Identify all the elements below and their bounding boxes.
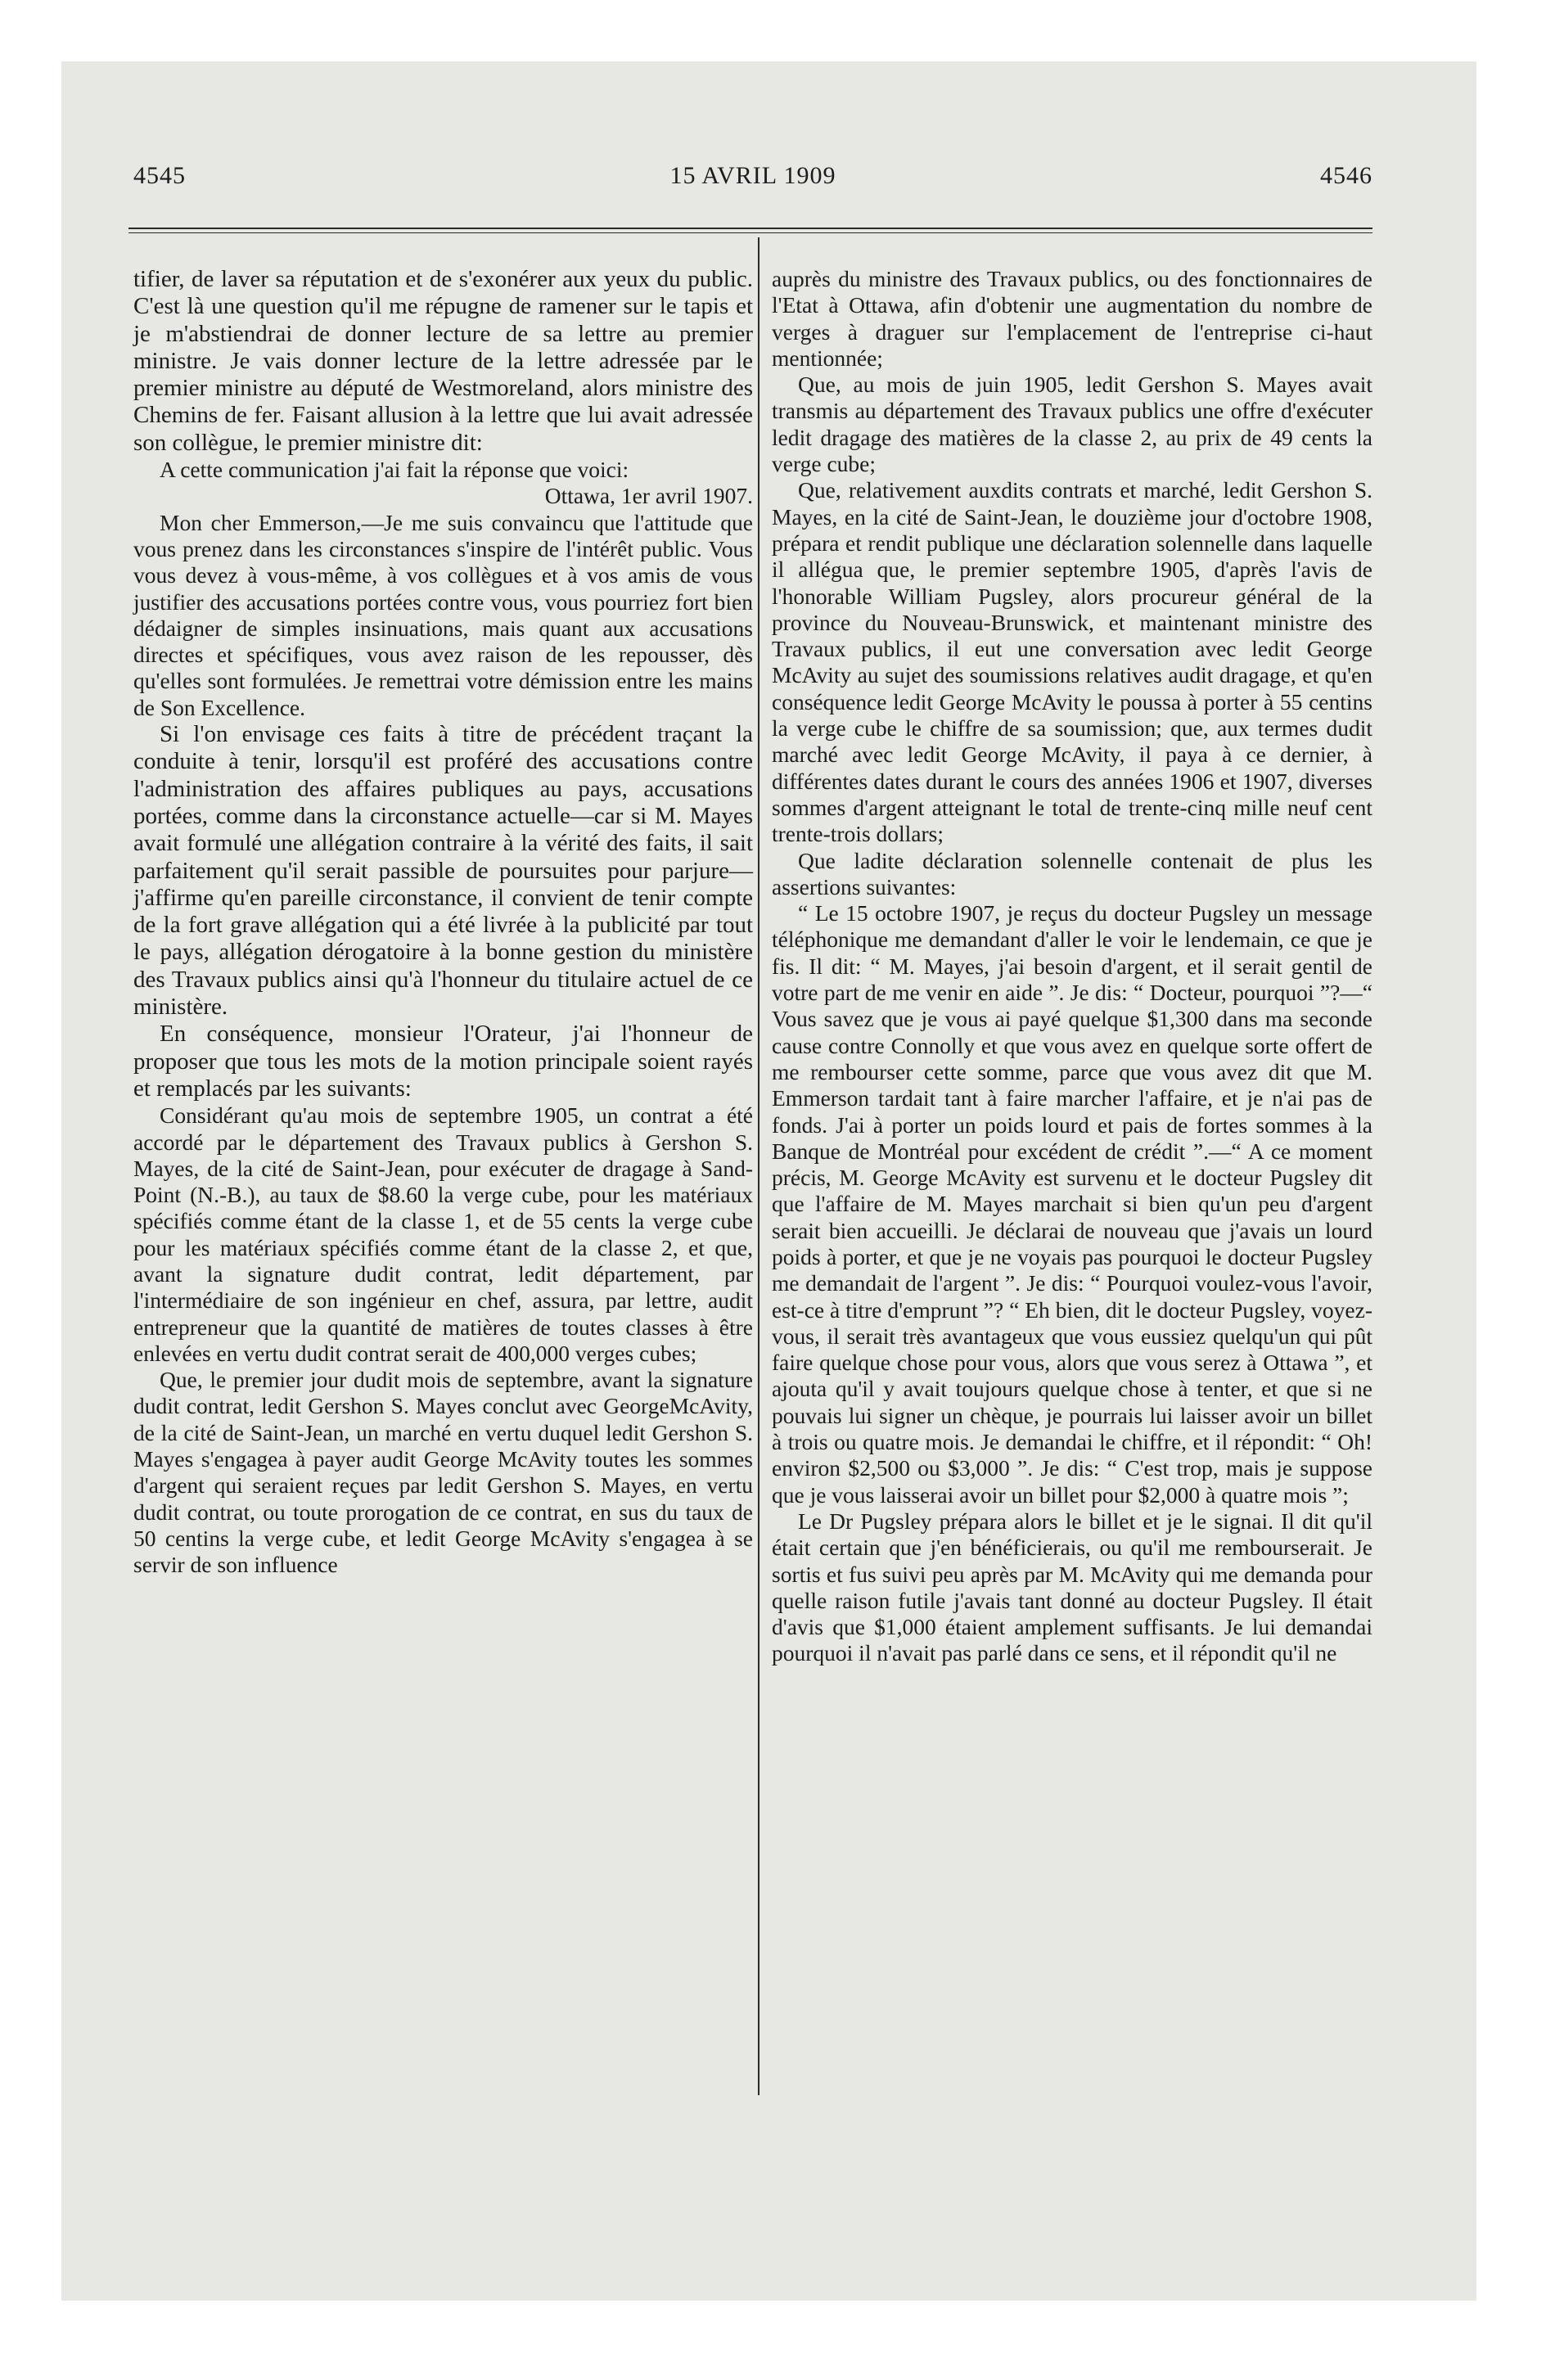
paragraph: En conséquence, monsieur l'Orateur, j'ai l'honneur de proposer que tous les mots de la motion principale soient rayés et remplacés par les suivants: (133, 1021, 753, 1102)
right-page-number: 4546 (1320, 162, 1372, 189)
page-header (133, 162, 1372, 195)
paragraph: “ Le 15 octobre 1907, je reçus du docteur Pugsley un message téléphonique me demandant d'aller le voir le lendemain, ce que je fis. Il dit: “ M. Mayes, j'ai besoin d'argent, et il serait gentil de votre part de me venir en aide ”. Je dis: “ Docteur, pourquoi ”?—“ Vous savez que je vous ai payé quelque $1,300 dans ma seconde cause contre Connolly et que vous avez en quelque sorte offert de me rembourser cette somme, parce que vous avez dit que M. Emmerson tardait tant à faire marcher l'affaire, et je n'ai pas de fonds. J'ai à porter un poids lourd et pais de fortes sommes à la Banque de Montréal pour excédent de crédit ”.—“ A ce moment précis, M. George McAvity est survenu et le docteur Pugsley dit que l'affaire de M. Mayes marchait si bien qu'un peu d'argent serait bien accueilli. Je déclarai de nouveau que j'avais un lourd poids à porter, et que je ne voyais pas pourquoi le docteur Pugsley me demandait de l'argent ”. Je dis: “ Pourquoi voulez-vous l'avoir, est-ce à titre d'emprunt ”? “ Eh bien, dit le docteur Pugsley, voyez-vous, il serait très avantageux que vous eussiez quelqu'un qui pût faire quelque chose pour vous, alors que vous serez à Ottawa ”, et ajouta qu'il y avait toujours quelque chose à tenter, et que si ne pouvais lui signer un chèque, je pourrais lui laisser avoir un billet à trois ou quatre mois. Je demandai le chiffre, et il répondit: “ Oh! environ $2,500 ou $3,000 ”. Je dis: “ C'est trop, mais je suppose que je vous laisserai avoir un billet pour $2,000 à quatre mois ”; (772, 900, 1372, 1508)
header-rule-thin (128, 232, 1372, 233)
paragraph: Le Dr Pugsley prépara alors le billet et je le signai. Il dit qu'il était certain que j'en bénéficierais, ou qu'il me rembourserait. Je sortis et fus suivi peu après par M. McAvity qui me demanda pour quelle raison futile j'avais tant donné au docteur Pugsley. Il était d'avis que $1,000 étaient amplement suffisants. Je lui demandai pourquoi il n'avait pas parlé dans ce sens, et il répondit qu'il ne (772, 1508, 1372, 1666)
left-column (133, 266, 753, 1579)
header-rule (128, 228, 1372, 229)
paragraph: Que, au mois de juin 1905, ledit Gershon S. Mayes avait transmis au département des Travaux publics une offre d'exécuter ledit dragage des matières de la classe 2, au prix de 49 cents la verge cube; (772, 372, 1372, 477)
left-page-number: 4545 (133, 162, 186, 189)
column-divider (758, 237, 759, 2095)
paragraph: Mon cher Emmerson,—Je me suis convaincu que l'attitude que vous prenez dans les circonstances s'inspire de l'intérêt public. Vous vous devez à vous-même, à vos collègues et à vos amis de vous justifier des accusations portées contre vous, vous pourriez fort bien dédaigner de simples insinuations, mais quant aux accusations directes et spécifiques, vous avez raison de les repousser, dès qu'elles sont formulées. Je remettrai votre démission entre les mains de Son Excellence. (133, 509, 753, 720)
right-column (772, 266, 1372, 1667)
paragraph: Que ladite déclaration solennelle contenait de plus les assertions suivantes: (772, 847, 1372, 899)
paragraph: Que, relativement auxdits contrats et marché, ledit Gershon S. Mayes, en la cité de Saint-Jean, le douzième jour d'octobre 1908, prépara et rendit publique une déclaration solennelle dans laquelle il allégua que, le premier septembre 1905, d'après l'avis de l'honorable William Pugsley, alors procureur général de la province du Nouveau-Brunswick, et maintenant ministre des Travaux publics, il eut une conversation avec ledit George McAvity au sujet des soumissions relatives audit dragage, et qu'en conséquence ledit George McAvity le poussa à porter à 55 centins la verge cube le chiffre de sa soumission; que, aux termes dudit marché avec ledit George McAvity, il paya à ce dernier, à différentes dates durant le cours des années 1906 et 1907, diverses sommes d'argent atteignant le total de trente-cinq mille neuf cent trente-trois dollars; (772, 477, 1372, 847)
paragraph: A cette communication j'ai fait la réponse que voici: (160, 457, 629, 483)
header-date: 15 AVRIL 1909 (669, 162, 836, 189)
paragraph: tifier, de laver sa réputation et de s'exonérer aux yeux du public. C'est là une question qu'il me répugne de ramener sur le tapis et je m'abstiendrai de donner lecture de sa lettre au premier ministre. Je vais donner lecture de la lettre adressée par le premier ministre au député de Westmoreland, alors ministre des Chemins de fer. Faisant allusion à la lettre que lui avait adressée son collègue, le premier ministre dit: (133, 266, 753, 456)
paragraph: auprès du ministre des Travaux publics, ou des fonctionnaires de l'Etat à Ottawa, afin d'obtenir une augmentation du nombre de verges à draguer sur l'emplacement de l'entreprise ci-haut mentionnée; (772, 266, 1372, 371)
paragraph: Considérant qu'au mois de septembre 1905, un contrat a été accordé par le département des Travaux publics à Gershon S. Mayes, de la cité de Saint-Jean, pour exécuter de dragage à Sand-Point (N.-B.), au taux de $8.60 la verge cube, pour les matériaux spécifiés comme étant de la classe 1, et de 55 cents la verge cube pour les matériaux spécifiés comme étant de la classe 2, et que, avant la signature dudit contrat, ledit département, par l'intermédiaire de son ingénieur en chef, assura, par lettre, audit entrepreneur que la quantité de matières de toutes classes à être enlevées en vertu dudit contrat serait de 400,000 verges cubes; (133, 1102, 753, 1366)
paragraph: Si l'on envisage ces faits à titre de précédent traçant la conduite à tenir, lorsqu'il est proféré des accusations contre l'administration des affaires publiques au pays, accusations portées, comme dans la circonstance actuelle—car si M. Mayes avait formulé une allégation contraire à la vérité des faits, il sait parfaitement qu'il serait passible de poursuites pour parjure—j'affirme qu'en pareille circonstance, il convient de tenir compte de la fort grave allégation qui a été livrée à la publicité par tout le pays, allégation dérogatoire à la bonne gestion du ministère des Travaux publics ainsi qu'à l'honneur du titulaire actuel de ce ministère. (133, 721, 753, 1021)
paragraph: Que, le premier jour dudit mois de septembre, avant la signature dudit contrat, ledit Gershon S. Mayes conclut avec GeorgeMcAvity, de la cité de Saint-Jean, un marché en vertu duquel ledit Gershon S. Mayes s'engagea à payer audit George McAvity toutes les sommes d'argent qui seraient reçues par ledit Gershon S. Mayes, en vertu dudit contrat, ou toute prorogation de ce contrat, en sus du taux de 50 centins la verge cube, et ledit George McAvity s'engagea à se servir de son influence (133, 1367, 753, 1578)
paragraph: Ottawa, 1er avril 1907. (544, 483, 753, 509)
